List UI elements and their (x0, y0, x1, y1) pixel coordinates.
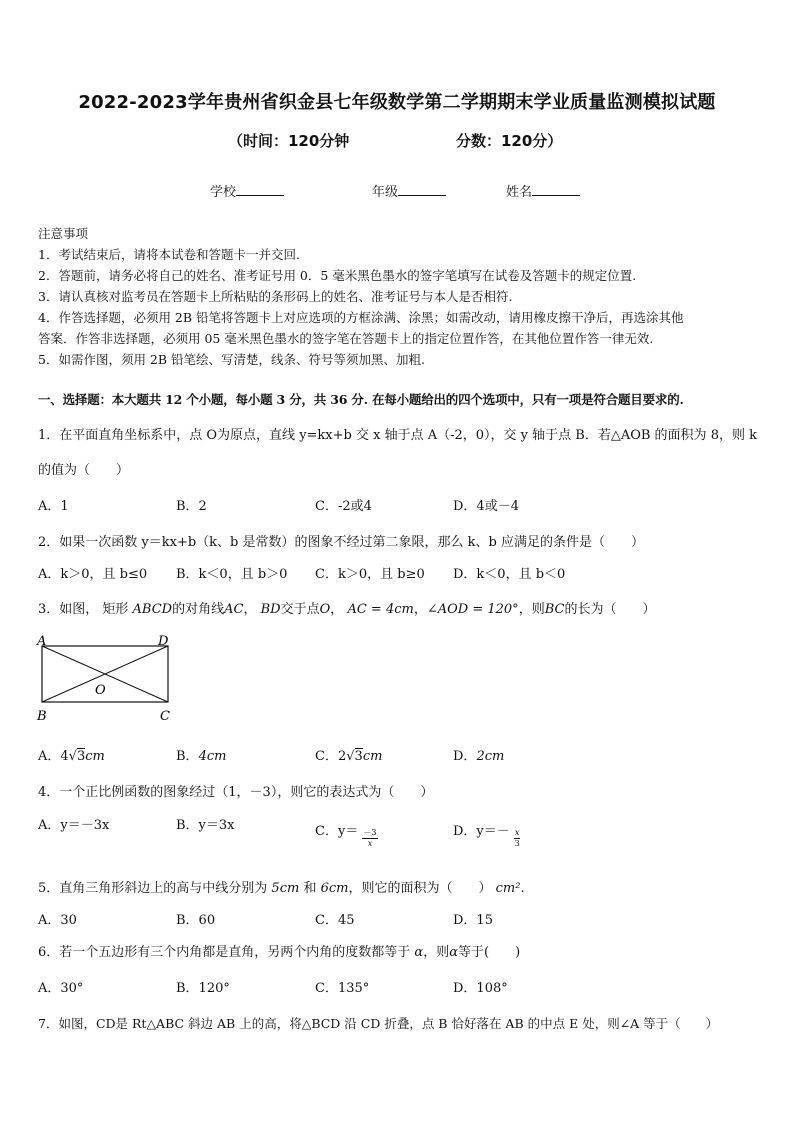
q4-fraction-d: $\frac{x}{3}$ (514, 828, 520, 848)
label-d: D (158, 634, 169, 649)
grade-blank (398, 183, 446, 196)
name-blank (532, 183, 580, 196)
q6-option-a[interactable]: A．30° (38, 981, 84, 996)
q6-option-b[interactable]: B．120° (176, 981, 230, 996)
q1-option-a[interactable]: A．1 (38, 499, 69, 514)
notice-line: 4．作答选择题，必须用 2B 铅笔将答题卡上对应选项的方框涂满、涂黑；如需改动，请用橡皮擦干净后，再选涂其他 (38, 310, 684, 325)
label-b: B (37, 709, 47, 724)
section-heading: 一、选择题：本大题共 12 个小题，每小题 3 分，共 36 分. 在每小题给出的四个选项中，只有一项是符合题目要求的. (38, 392, 684, 407)
q2-option-d[interactable]: D．k＜0，且 b＜0 (453, 567, 566, 582)
q6-option-d[interactable]: D．108° (453, 981, 508, 996)
question-6-text: 6．若一个五边形有三个内角都是直角，另两个内角的度数都等于 α，则α等于( ) (38, 945, 521, 960)
q2-option-c[interactable]: C．k＞0，且 b≥0 (315, 567, 425, 582)
q1-option-b[interactable]: B．2 (176, 499, 207, 514)
q4-option-c[interactable]: C．y＝ $\frac{-3}{x}$ (315, 824, 377, 848)
q2-option-b[interactable]: B．k＜0，且 b＞0 (176, 567, 288, 582)
school-field: 学校 (210, 181, 284, 200)
notice-line: 2．答题前，请务必将自己的姓名、准考证号用 0．5 毫米黑色墨水的签字笔填写在试卷及答题卡的规定位置. (38, 268, 637, 283)
q4-option-d[interactable]: D．y＝－ $\frac{x}{3}$ (453, 824, 520, 848)
label-a: A (37, 634, 47, 649)
rectangle-figure (34, 632, 180, 726)
exam-time: （时间：120分钟 (228, 132, 350, 150)
q3-option-b[interactable]: B．4cm (176, 749, 227, 764)
q6-option-c[interactable]: C．135° (315, 981, 370, 996)
exam-score: 分数：120分） (456, 132, 563, 150)
q2-option-a[interactable]: A．k＞0，且 b≤0 (38, 567, 148, 582)
question-4-text: 4．一个正比例函数的图象经过（1，－3），则它的表达式为（ ） (38, 785, 434, 800)
question-5-text: 5．直角三角形斜边上的高与中线分别为 5cm 和 6cm，则它的面积为（ ） cm². (38, 881, 525, 896)
school-blank (236, 183, 284, 196)
notice-line: 1．考试结束后，请将本试卷和答题卡一并交回. (38, 247, 300, 262)
question-1-text: 1．在平面直角坐标系中，点 O为原点，直线 y=kx+b 交 x 轴于点 A（-2，0），交 y 轴于点 B．若△AOB 的面积为 8，则 k (38, 428, 757, 443)
q5-option-a[interactable]: A．30 (38, 913, 77, 928)
q4-option-b[interactable]: B．y＝3x (176, 818, 235, 833)
q5-option-c[interactable]: C．45 (315, 913, 355, 928)
q3-option-c[interactable]: C．2√3cm (315, 749, 383, 764)
question-3-text: 3．如图， 矩形 ABCD的对角线AC， BD交于点O， AC = 4cm，∠AOD = 120°，则BC的长为（ ） (38, 602, 656, 617)
exam-title: 2022-2023学年贵州省织金县七年级数学第二学期期末学业质量监测模拟试题 (78, 92, 716, 113)
notice-heading: 注意事项 (38, 226, 89, 241)
q5-option-b[interactable]: B．60 (176, 913, 216, 928)
notice-line: 答案．作答非选择题，必须用 05 毫米黑色墨水的签字笔在答题卡上的指定位置作答，在其他位置作答一律无效. (38, 331, 654, 346)
q1-option-d[interactable]: D．4或－4 (453, 499, 519, 514)
notice-line: 5．如需作图，须用 2B 铅笔绘、写清楚，线条、符号等须加黑、加粗. (38, 352, 426, 367)
grade-field: 年级 (372, 181, 446, 200)
q3-option-a[interactable]: A．4√3cm (38, 749, 105, 764)
q1-option-c[interactable]: C．-2或4 (315, 499, 372, 514)
q4-fraction-c: $\frac{-3}{x}$ (363, 828, 377, 848)
question-1-text-cont: 的值为（ ） (38, 463, 130, 478)
question-7-text: 7．如图，CD是 Rt△ABC 斜边 AB 上的高，将△BCD 沿 CD 折叠，点 B 恰好落在 AB 的中点 E 处，则∠A 等于（ ） (38, 1016, 719, 1031)
label-c: C (160, 709, 170, 724)
q3-option-d[interactable]: D．2cm (453, 749, 505, 764)
name-field: 姓名 (506, 181, 580, 200)
q5-option-d[interactable]: D．15 (453, 913, 493, 928)
q4-option-a[interactable]: A．y＝－3x (38, 818, 110, 833)
notice-line: 3．请认真核对监考员在答题卡上所粘贴的条形码上的姓名、准考证号与本人是否相符. (38, 289, 513, 304)
question-2-text: 2．如果一次函数 y＝kx+b（k、b 是常数）的图象不经过第二象限，那么 k、b 应满足的条件是（ ） (38, 535, 644, 550)
label-o: O (95, 683, 106, 698)
